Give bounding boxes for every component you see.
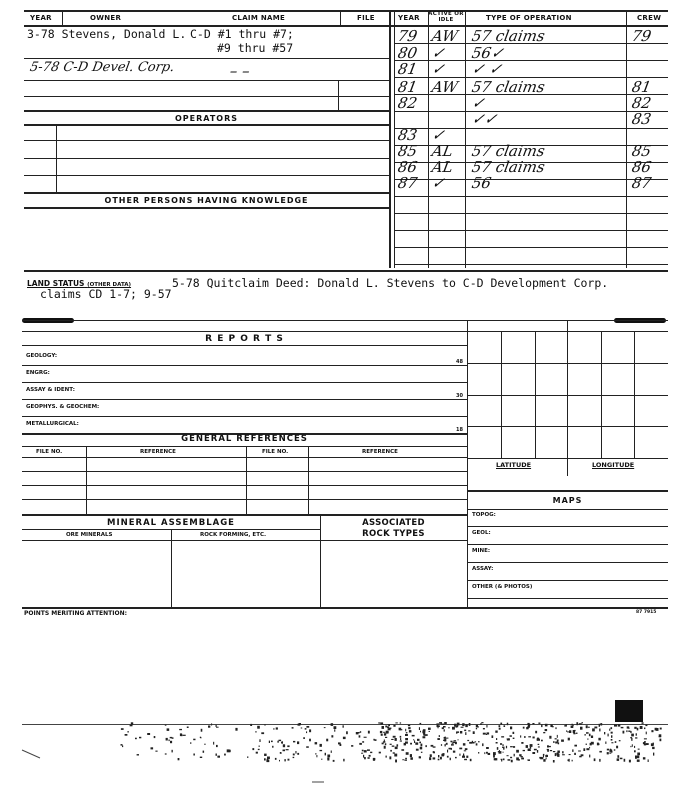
gr-col-reference-1: REFERENCE bbox=[140, 449, 176, 455]
activity-status: ✓ bbox=[430, 44, 447, 62]
activity-status: ✓ bbox=[430, 60, 447, 78]
activity-year: 86 bbox=[396, 158, 419, 176]
report-row-label: ENGRG: bbox=[26, 370, 50, 376]
rock-forming-label: ROCK FORMING, ETC. bbox=[200, 532, 267, 538]
activity-year: 83 bbox=[396, 126, 419, 144]
activity-year: 81 bbox=[396, 60, 419, 78]
activity-type: 56 bbox=[470, 174, 493, 192]
owner-entry-1: 3-78 Stevens, Donald L. bbox=[27, 27, 187, 41]
points-meriting-attention: POINTS MERITING ATTENTION: bbox=[24, 610, 128, 617]
form-number: 87 7915 bbox=[636, 610, 657, 615]
owner-entry-2-dittos: – – bbox=[228, 62, 252, 80]
header-owner: OWNER bbox=[90, 14, 122, 22]
activity-status: AW bbox=[430, 27, 460, 45]
activity-status: AW bbox=[430, 78, 460, 96]
header-type-of-operation: TYPE OF OPERATION bbox=[486, 14, 572, 22]
activity-year: 82 bbox=[396, 94, 419, 112]
activity-status: ✓ bbox=[430, 126, 447, 144]
activity-crew: 81 bbox=[630, 78, 653, 96]
activity-status: AL bbox=[430, 142, 455, 160]
map-item-label: TOPOG: bbox=[472, 512, 496, 518]
header-year-2: YEAR bbox=[398, 14, 420, 22]
activity-year: 87 bbox=[396, 174, 419, 192]
claim-entry-2: #9 thru #57 bbox=[217, 41, 294, 55]
report-row-label: GEOLOGY: bbox=[26, 353, 58, 359]
activity-type: 56✓ bbox=[470, 44, 506, 62]
gr-col-reference-2: REFERENCE bbox=[362, 449, 398, 455]
maps-title: MAPS bbox=[552, 496, 583, 505]
activity-crew: 82 bbox=[630, 94, 653, 112]
land-status-label-small: (OTHER DATA) bbox=[87, 282, 132, 288]
activity-type: ✓ ✓ bbox=[470, 60, 504, 78]
activity-status: ✓ bbox=[430, 174, 447, 192]
activity-type: ✓ bbox=[470, 94, 487, 112]
general-references-title: GENERAL REFERENCES bbox=[181, 434, 308, 444]
latitude-label: LATITUDE bbox=[496, 461, 532, 469]
activity-year: 81 bbox=[396, 78, 419, 96]
activity-type: 57 claims bbox=[470, 27, 547, 45]
gr-col-file-no-1: FILE NO. bbox=[36, 449, 63, 455]
land-status-line-2: claims CD 1-7; 9-57 bbox=[40, 287, 172, 301]
report-row-number: 18 bbox=[456, 427, 463, 433]
map-item-label: GEOL: bbox=[472, 530, 491, 536]
operators-label: OPERATORS bbox=[174, 114, 239, 123]
activity-type: 57 claims bbox=[470, 158, 547, 176]
other-persons-label: OTHER PERSONS HAVING KNOWLEDGE bbox=[104, 196, 309, 205]
activity-year: 79 bbox=[396, 27, 419, 45]
activity-type: 57 claims bbox=[470, 142, 547, 160]
report-row-number: 30 bbox=[456, 393, 463, 399]
activity-crew: 86 bbox=[630, 158, 653, 176]
reports-title: R E P O R T S bbox=[205, 334, 284, 344]
mineral-assemblage-title: MINERAL ASSEMBLAGE bbox=[106, 518, 235, 528]
report-row-number: 48 bbox=[456, 359, 463, 365]
owner-entry-2-handwritten: 5-78 C-D Devel. Corp. bbox=[28, 60, 176, 75]
land-status-line-1: 5-78 Quitclaim Deed: Donald L. Stevens to C-D Development Corp. bbox=[172, 276, 609, 290]
header-crew: CREW bbox=[637, 14, 662, 22]
activity-crew: 79 bbox=[630, 27, 653, 45]
header-file: FILE bbox=[357, 14, 375, 22]
activity-crew: 83 bbox=[630, 110, 653, 128]
header-claim-name: CLAIM NAME bbox=[232, 14, 286, 22]
activity-year: 85 bbox=[396, 142, 419, 160]
report-row-label: METALLURGICAL: bbox=[26, 421, 79, 427]
associated-rock-types-2: ROCK TYPES bbox=[362, 529, 425, 539]
claim-entry-1: C-D #1 thru #7; bbox=[190, 27, 294, 41]
gr-col-file-no-2: FILE NO. bbox=[262, 449, 289, 455]
activity-crew: 85 bbox=[630, 142, 653, 160]
activity-crew: 87 bbox=[630, 174, 653, 192]
report-row-label: ASSAY & IDENT: bbox=[26, 387, 75, 393]
map-item-label: MINE: bbox=[472, 548, 491, 554]
activity-status: AL bbox=[430, 158, 455, 176]
associated-rock-types-1: ASSOCIATED bbox=[362, 518, 425, 528]
map-item-label: OTHER (& PHOTOS) bbox=[472, 584, 533, 590]
map-item-label: ASSAY: bbox=[472, 566, 494, 572]
report-row-label: GEOPHYS. & GEOCHEM: bbox=[26, 404, 100, 410]
ore-minerals-label: ORE MINERALS bbox=[66, 532, 113, 538]
land-status-label: LAND STATUS bbox=[27, 279, 85, 288]
header-active-idle: ACTIVE OR IDLE bbox=[428, 11, 464, 23]
activity-type: ✓✓ bbox=[470, 110, 499, 128]
scan-artifacts bbox=[0, 700, 678, 808]
activity-type: 57 claims bbox=[470, 78, 547, 96]
longitude-label: LONGITUDE bbox=[592, 461, 635, 469]
header-year: YEAR bbox=[30, 14, 52, 22]
activity-year: 80 bbox=[396, 44, 419, 62]
